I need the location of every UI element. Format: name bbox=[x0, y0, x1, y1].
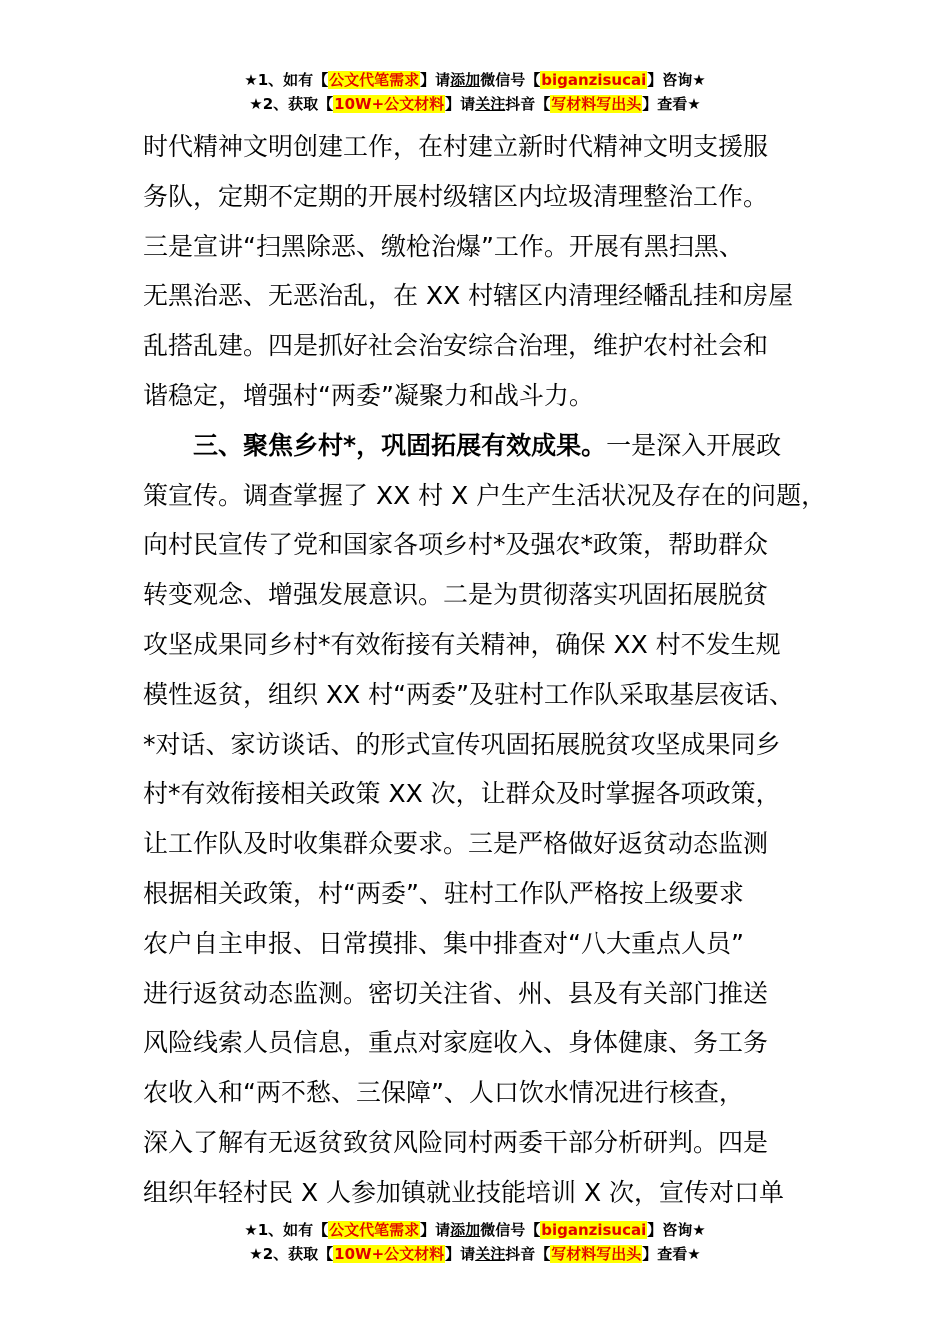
text-line: 模性返贫，组织 XX 村“两委”及驻村工作队采取基层夜话、 bbox=[143, 679, 795, 709]
highlight-service: 公文代笔需求 bbox=[329, 71, 420, 89]
text-line: 进行返贫动态监测。密切关注省、州、县及有关部门推送 bbox=[143, 978, 769, 1008]
banner-line-2 bbox=[0, 1242, 950, 1266]
document-body bbox=[143, 122, 827, 1218]
text-line: 三是宣讲“扫黑除恶、缴枪治爆”工作。开展有黑扫黑、 bbox=[143, 231, 744, 261]
banner-text: 】咨询 bbox=[647, 71, 693, 89]
text-line: 务队，定期不定期的开展村级辖区内垃圾清理整治工作。 bbox=[143, 181, 769, 211]
highlight-materials: 10W+公文材料 bbox=[334, 95, 445, 113]
banner-text: 抖音【 bbox=[505, 95, 551, 113]
text-line: 深入了解有无返贫致贫风险同村两委干部分析研判。四是 bbox=[143, 1127, 769, 1157]
text-line: 村*有效衔接相关政策 XX 次，让群众及时掌握各项政策， bbox=[143, 779, 781, 809]
text-line: 转变观念、增强发展意识。二是为贯彻落实巩固拓展脱贫 bbox=[143, 580, 769, 610]
highlight-douyin-id: 写材料写出头 bbox=[551, 95, 642, 113]
text-line bbox=[143, 421, 823, 471]
section-heading: 三、聚焦乡村*，巩固拓展有效成果。 bbox=[193, 430, 607, 460]
text-line: 让工作队及时收集群众要求。三是严格做好返贫动态监测 bbox=[143, 829, 769, 859]
banner-text: 微信号【 bbox=[480, 1221, 541, 1239]
text-line: 风险线索人员信息，重点对家庭收入、身体健康、务工务 bbox=[143, 1028, 769, 1058]
highlight-wechat-id: biganzisucai bbox=[541, 1221, 647, 1239]
paragraph-2 bbox=[143, 421, 827, 1218]
banner-text: 】查看 bbox=[642, 95, 688, 113]
text-line: 向村民宣传了党和国家各项乡村*及强农*政策，帮助群众 bbox=[143, 530, 769, 560]
highlight-wechat-id: biganzisucai bbox=[541, 71, 647, 89]
text-line: 无黑治恶、无恶治乱，在 XX 村辖区内清理经幡乱挂和房屋 bbox=[143, 281, 794, 311]
banner-emphasis: 添加 bbox=[450, 71, 481, 89]
banner-text: 2、获取【 bbox=[262, 95, 334, 113]
star-icon: ★ bbox=[687, 1245, 701, 1263]
text-line: 策宣传。调查掌握了 XX 村 X 户生产生活状况及存在的问题， bbox=[143, 480, 827, 510]
text-line: 组织年轻村民 X 人参加镇就业技能培训 X 次，宣传对口单 bbox=[143, 1177, 785, 1207]
banner-line-1 bbox=[0, 68, 950, 92]
banner-text: 1、如有【 bbox=[257, 1221, 329, 1239]
banner-text: 】请 bbox=[445, 1245, 476, 1263]
text-line: 时代精神文明创建工作，在村建立新时代精神文明支援服 bbox=[143, 132, 769, 161]
banner-text: 2、获取【 bbox=[262, 1245, 334, 1263]
text-line: *对话、家访谈话、的形式宣传巩固拓展脱贫攻坚成果同乡 bbox=[143, 729, 781, 759]
text-line: 农收入和“两不愁、三保障”、人口饮水情况进行核查， bbox=[143, 1078, 744, 1108]
text-run: 一是深入开展政 bbox=[606, 430, 782, 460]
paragraph-1 bbox=[143, 122, 823, 421]
banner-text: 】请 bbox=[420, 71, 451, 89]
highlight-douyin-id: 写材料写出头 bbox=[551, 1245, 642, 1263]
star-icon: ★ bbox=[244, 1221, 258, 1239]
banner-text: 】请 bbox=[445, 95, 476, 113]
banner-text: 抖音【 bbox=[505, 1245, 551, 1263]
text-line: 乱搭乱建。四是抓好社会治安综合治理，维护农村社会和 bbox=[143, 331, 769, 361]
text-line: 根据相关政策，村“两委”、驻村工作队严格按上级要求 bbox=[143, 878, 744, 908]
banner-text: 】请 bbox=[420, 1221, 451, 1239]
banner-line-2 bbox=[0, 92, 950, 116]
star-icon: ★ bbox=[692, 71, 706, 89]
banner-line-1 bbox=[0, 1218, 950, 1242]
star-icon: ★ bbox=[244, 71, 258, 89]
star-icon: ★ bbox=[687, 95, 701, 113]
text-line: 攻坚成果同乡村*有效衔接有关精神，确保 XX 村不发生规 bbox=[143, 629, 781, 659]
text-line: 农户自主申报、日常摸排、集中排查对“八大重点人员” bbox=[143, 928, 744, 958]
header-banner bbox=[0, 68, 950, 116]
banner-text: 】咨询 bbox=[647, 1221, 693, 1239]
banner-text: 1、如有【 bbox=[257, 71, 329, 89]
highlight-materials: 10W+公文材料 bbox=[334, 1245, 445, 1263]
star-icon: ★ bbox=[249, 1245, 263, 1263]
banner-emphasis: 添加 bbox=[450, 1221, 481, 1239]
banner-text: 微信号【 bbox=[480, 71, 541, 89]
text-line: 谐稳定，增强村“两委”凝聚力和战斗力。 bbox=[143, 380, 594, 410]
banner-emphasis: 关注 bbox=[475, 95, 506, 113]
banner-text: 】查看 bbox=[642, 1245, 688, 1263]
star-icon: ★ bbox=[249, 95, 263, 113]
footer-banner bbox=[0, 1218, 950, 1266]
banner-emphasis: 关注 bbox=[475, 1245, 506, 1263]
highlight-service: 公文代笔需求 bbox=[329, 1221, 420, 1239]
star-icon: ★ bbox=[692, 1221, 706, 1239]
